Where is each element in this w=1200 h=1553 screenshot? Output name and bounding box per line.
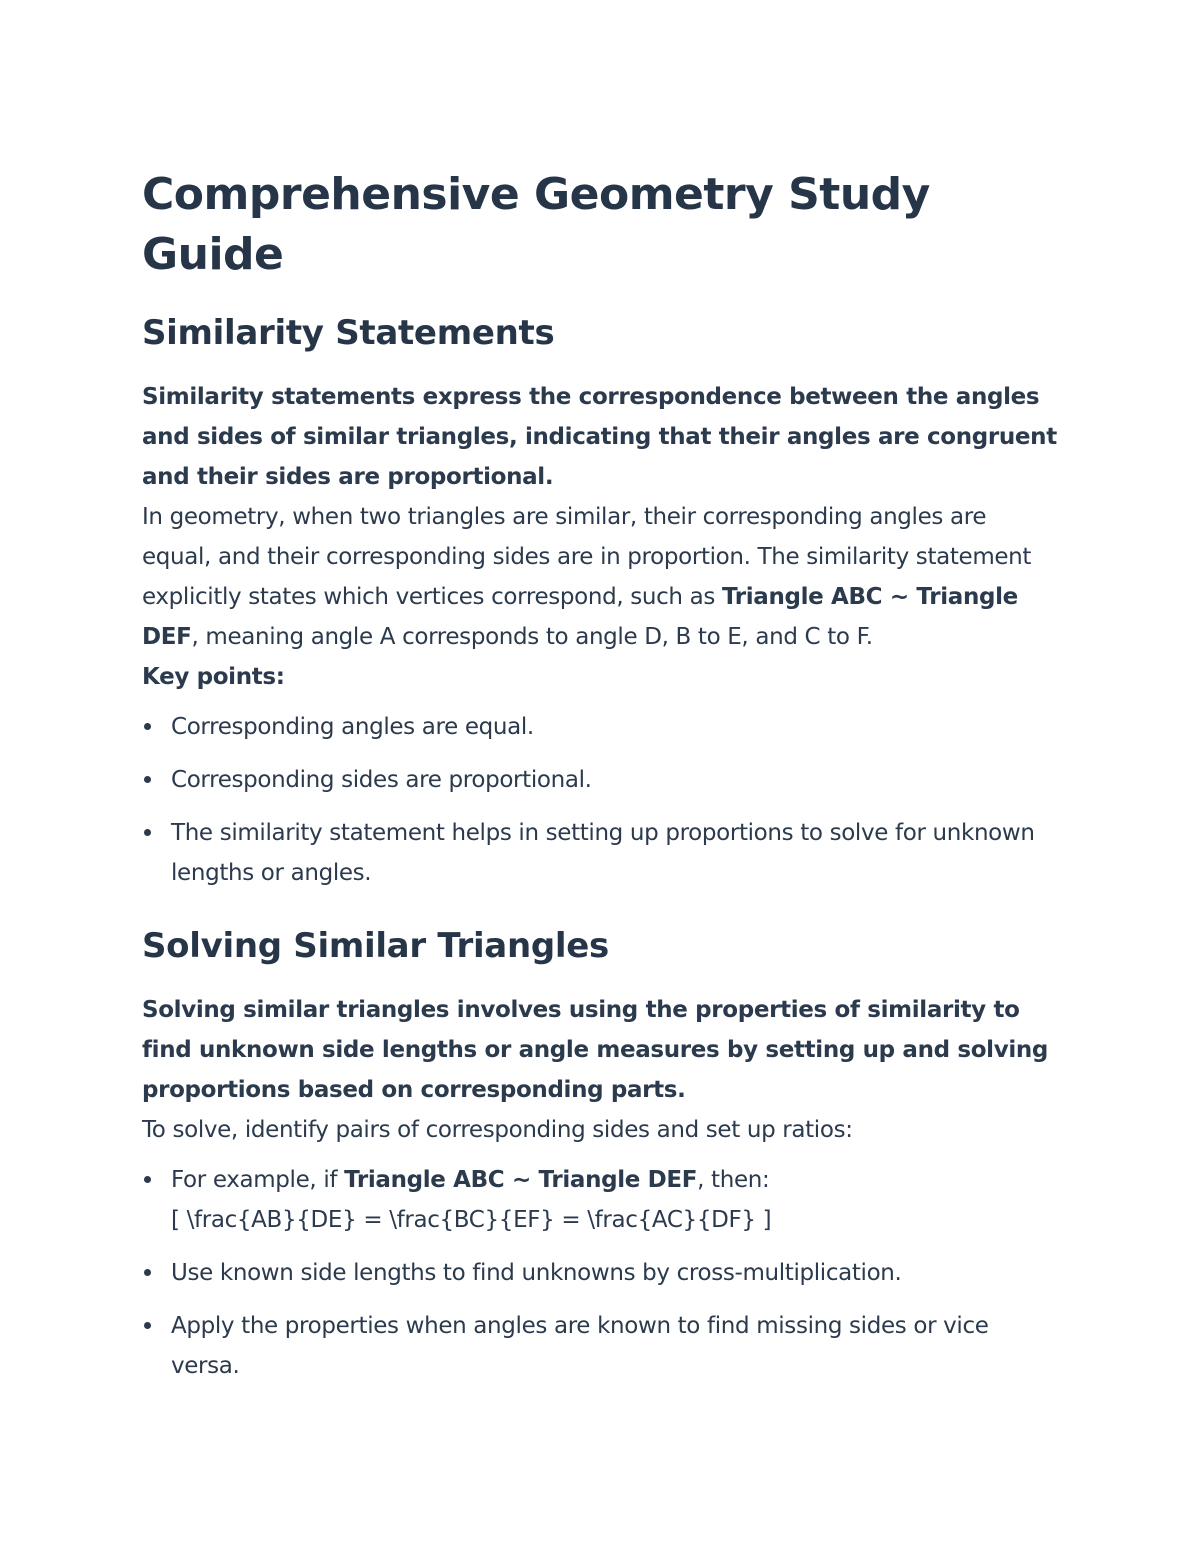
- section-intro: To solve, identify pairs of corresponding sides and set up ratios:: [142, 1117, 853, 1143]
- section-heading: Similarity Statements: [142, 313, 555, 353]
- body-text: In geometry, when two triangles are similar, their corresponding angles are equal, and their corresponding sides are in proportion. The similarity statement explicitly states which vertices correspond, such as: [142, 504, 1032, 610]
- list-item: The similarity statement helps in setting up proportions to solve for unknown lengths or angles.: [142, 813, 1060, 893]
- body-text: , then:: [697, 1167, 770, 1193]
- section-solving-similar-triangles: [142, 923, 1060, 1386]
- section-lead: Solving similar triangles involves using the properties of similarity to find unknown side lengths or angle measures by setting up and solving proportions based on corresponding parts.: [142, 997, 1049, 1103]
- list-item: Apply the properties when angles are known to find missing sides or vice versa.: [142, 1306, 1060, 1386]
- section-heading: Solving Similar Triangles: [142, 926, 609, 966]
- bullet-list: [142, 1160, 1060, 1386]
- body-bold-text: Triangle ABC ~ Triangle DEF: [344, 1167, 698, 1193]
- list-item: Corresponding angles are equal.: [142, 707, 1060, 747]
- list-item: [142, 1160, 1060, 1240]
- body-bold-text: Triangle ABC ~ Triangle DEF: [142, 584, 1018, 650]
- body-text: , meaning angle A corresponds to angle D, B to E, and C to F.: [191, 624, 873, 650]
- key-points-label: Key points:: [142, 664, 285, 690]
- section-body: [142, 497, 1060, 657]
- bullet-list: [142, 707, 1060, 893]
- list-item: Corresponding sides are proportional.: [142, 760, 1060, 800]
- section-lead: Similarity statements express the correspondence between the angles and sides of similar triangles, indicating that their angles are congruent and their sides are proportional.: [142, 384, 1057, 490]
- section-similarity-statements: [142, 310, 1060, 893]
- page-title: Comprehensive Geometry Study Guide: [142, 169, 930, 280]
- list-item: Use known side lengths to find unknowns by cross-multiplication.: [142, 1253, 1060, 1293]
- body-text: For example, if: [171, 1167, 345, 1193]
- formula-text: [ \frac{AB}{DE} = \frac{BC}{EF} = \frac{AC}{DF} ]: [171, 1207, 772, 1233]
